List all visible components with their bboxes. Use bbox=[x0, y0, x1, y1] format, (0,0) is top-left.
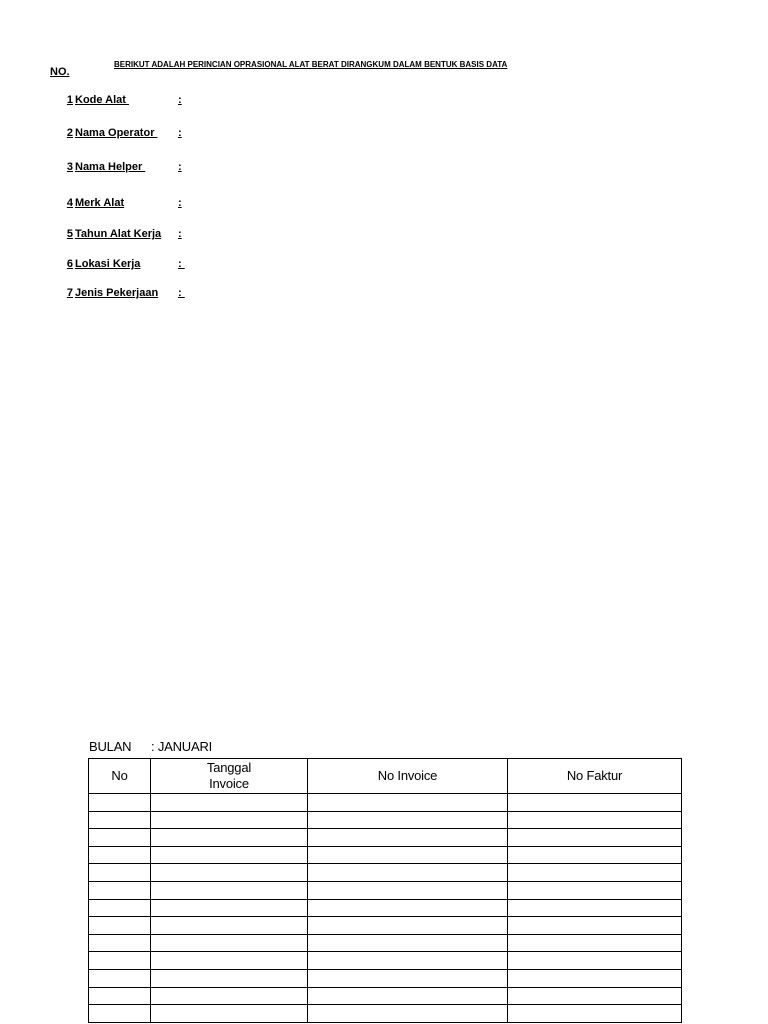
table-row bbox=[89, 899, 682, 917]
table-row bbox=[89, 864, 682, 882]
table-cell[interactable] bbox=[308, 969, 508, 987]
table-cell[interactable] bbox=[151, 881, 308, 899]
document-heading: BERIKUT ADALAH PERINCIAN OPRASIONAL ALAT BERAT DIRANGKUM DALAM BENTUK BASIS DATA bbox=[114, 60, 508, 69]
field-colon: : bbox=[178, 258, 185, 270]
field-colon: : bbox=[178, 197, 182, 209]
table-cell[interactable] bbox=[308, 934, 508, 952]
table-cell[interactable] bbox=[89, 917, 151, 935]
field-number: 2 bbox=[66, 127, 73, 139]
table-cell[interactable] bbox=[89, 1005, 151, 1023]
table-cell[interactable] bbox=[308, 881, 508, 899]
field-row bbox=[60, 127, 240, 141]
table-cell[interactable] bbox=[308, 1005, 508, 1023]
table-cell[interactable] bbox=[308, 899, 508, 917]
table-row bbox=[89, 952, 682, 970]
month-line bbox=[89, 739, 213, 754]
table-cell[interactable] bbox=[308, 829, 508, 847]
field-row bbox=[60, 258, 240, 272]
table-row bbox=[89, 987, 682, 1005]
table-cell[interactable] bbox=[308, 794, 508, 812]
field-number: 7 bbox=[66, 287, 73, 299]
table-cell[interactable] bbox=[89, 952, 151, 970]
table-cell[interactable] bbox=[308, 952, 508, 970]
no-column-label: NO. bbox=[50, 66, 70, 78]
table-cell[interactable] bbox=[151, 1005, 308, 1023]
table-cell[interactable] bbox=[508, 1005, 682, 1023]
table-cell[interactable] bbox=[508, 864, 682, 882]
table-cell[interactable] bbox=[89, 987, 151, 1005]
field-colon: : bbox=[178, 161, 182, 173]
field-number: 1 bbox=[66, 94, 73, 106]
field-label: Merk Alat bbox=[75, 197, 125, 209]
header-no-invoice: No Invoice bbox=[308, 759, 508, 794]
table-cell[interactable] bbox=[89, 794, 151, 812]
month-value: : JANUARI bbox=[151, 739, 213, 754]
header-tanggal-invoice: Tanggal Invoice bbox=[151, 759, 308, 794]
table-row bbox=[89, 811, 682, 829]
table-cell[interactable] bbox=[508, 811, 682, 829]
field-colon: : bbox=[178, 228, 182, 240]
table-cell[interactable] bbox=[151, 899, 308, 917]
table-cell[interactable] bbox=[151, 952, 308, 970]
table-cell[interactable] bbox=[508, 934, 682, 952]
month-label: BULAN bbox=[89, 739, 132, 754]
table-cell[interactable] bbox=[508, 917, 682, 935]
table-cell[interactable] bbox=[508, 899, 682, 917]
table-row bbox=[89, 881, 682, 899]
field-colon: : bbox=[178, 287, 185, 299]
table-cell[interactable] bbox=[508, 881, 682, 899]
field-row bbox=[60, 161, 240, 175]
table-row bbox=[89, 969, 682, 987]
table-cell[interactable] bbox=[308, 987, 508, 1005]
invoice-table bbox=[88, 758, 682, 1023]
field-label: Nama Helper bbox=[75, 161, 146, 173]
table-cell[interactable] bbox=[151, 864, 308, 882]
table-row bbox=[89, 934, 682, 952]
field-row bbox=[60, 94, 240, 108]
table-cell[interactable] bbox=[89, 934, 151, 952]
table-row bbox=[89, 846, 682, 864]
field-label: Tahun Alat Kerja bbox=[75, 228, 162, 240]
table-cell[interactable] bbox=[508, 829, 682, 847]
field-number: 6 bbox=[66, 258, 73, 270]
table-cell[interactable] bbox=[151, 846, 308, 864]
table-cell[interactable] bbox=[89, 864, 151, 882]
table-cell[interactable] bbox=[508, 794, 682, 812]
table-cell[interactable] bbox=[308, 846, 508, 864]
header-no: No bbox=[89, 759, 151, 794]
field-label: Kode Alat bbox=[75, 94, 129, 106]
table-cell[interactable] bbox=[508, 952, 682, 970]
table-cell[interactable] bbox=[151, 934, 308, 952]
field-row bbox=[60, 228, 240, 242]
table-row bbox=[89, 917, 682, 935]
table-header-row bbox=[89, 759, 682, 794]
field-row bbox=[60, 197, 240, 211]
table-row bbox=[89, 1005, 682, 1023]
field-number: 5 bbox=[66, 228, 73, 240]
field-colon: : bbox=[178, 127, 182, 139]
table-cell[interactable] bbox=[151, 811, 308, 829]
table-row bbox=[89, 794, 682, 812]
field-row bbox=[60, 287, 240, 301]
table-cell[interactable] bbox=[89, 846, 151, 864]
table-cell[interactable] bbox=[151, 969, 308, 987]
field-number: 3 bbox=[66, 161, 73, 173]
table-cell[interactable] bbox=[89, 899, 151, 917]
table-cell[interactable] bbox=[508, 969, 682, 987]
table-cell[interactable] bbox=[89, 969, 151, 987]
table-cell[interactable] bbox=[89, 829, 151, 847]
table-row bbox=[89, 829, 682, 847]
field-label: Nama Operator bbox=[75, 127, 158, 139]
table-cell[interactable] bbox=[151, 829, 308, 847]
table-cell[interactable] bbox=[151, 917, 308, 935]
table-cell[interactable] bbox=[151, 987, 308, 1005]
table-cell[interactable] bbox=[151, 794, 308, 812]
header-no-faktur: No Faktur bbox=[508, 759, 682, 794]
table-cell[interactable] bbox=[308, 864, 508, 882]
table-cell[interactable] bbox=[308, 917, 508, 935]
field-colon: : bbox=[178, 94, 182, 106]
field-label: Lokasi Kerja bbox=[75, 258, 141, 270]
field-label: Jenis Pekerjaan bbox=[75, 287, 159, 299]
field-number: 4 bbox=[66, 197, 73, 209]
table-cell[interactable] bbox=[308, 811, 508, 829]
table-cell[interactable] bbox=[89, 881, 151, 899]
table-cell[interactable] bbox=[89, 811, 151, 829]
table-cell[interactable] bbox=[508, 987, 682, 1005]
table-cell[interactable] bbox=[508, 846, 682, 864]
